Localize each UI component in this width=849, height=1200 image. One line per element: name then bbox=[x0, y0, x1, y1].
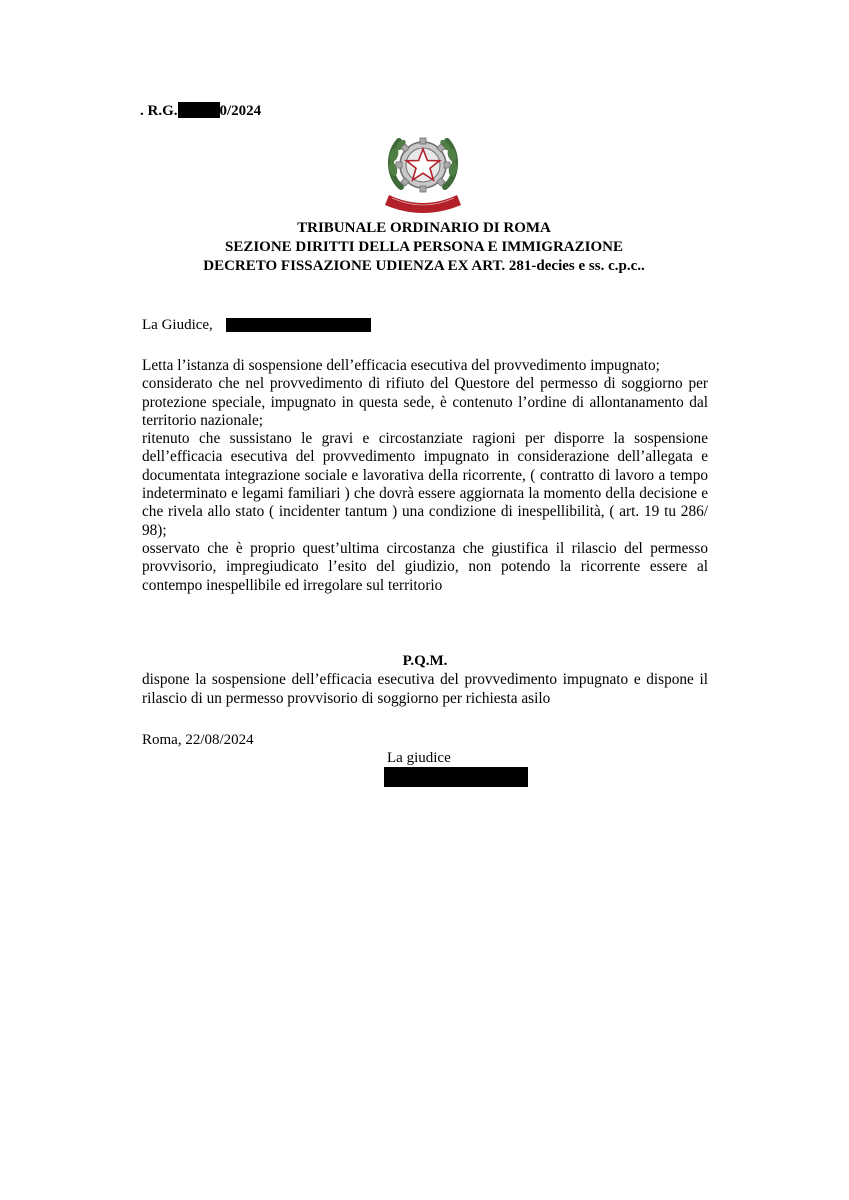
operative-part bbox=[142, 671, 708, 708]
redaction-signature bbox=[384, 767, 528, 787]
operative-text: dispone la sospensione dell’efficacia esecutiva del provvedimento impugnato e dispone il rilascio di un permesso provvisorio di soggiorno per richiesta asilo bbox=[142, 671, 708, 707]
paragraph-ritenuto: ritenuto che sussistano le gravi e circostanziate ragioni per disporre la sospensione dell’efficacia esecutiva del provvedimento impugnato in considerazione dell’allegata e documentata integrazione sociale e lavorativa della ricorrente, ( contratto di lavoro a tempo indeterminato e legami familiari ) che dovrà essere aggiornata la momento della decisione e che rivela allo stato ( incidenter tantum ) una condizione di inespellibilità, ( art. 19 tu 286/ 98); bbox=[142, 430, 708, 539]
court-name: TRIBUNALE ORDINARIO DI ROMA bbox=[297, 220, 551, 236]
case-number-prefix: . R.G. bbox=[140, 103, 178, 119]
pqm-heading: P.Q.M. bbox=[402, 653, 448, 669]
paragraph-osservato: osservato che è proprio quest’ultima circostanza che giustifica il rilascio del permesso provvisorio, impregiudicato l’esito del giudizio, non potendo la ricorrente essere al contempo inespellibile ed irregolare sul territorio bbox=[142, 539, 708, 594]
decree-body bbox=[142, 357, 708, 595]
paragraph-considerato: considerato che nel provvedimento di rifiuto del Questore del permesso di soggiorno per protezione speciale, impugnato in questa sede, è contenuto l’ordine di allontanamento dal territorio nazionale; bbox=[142, 375, 708, 429]
place-date: Roma, 22/08/2024 bbox=[142, 732, 254, 748]
italian-republic-emblem-icon bbox=[381, 125, 465, 213]
decree-title: DECRETO FISSAZIONE UDIENZA EX ART. 281-decies e ss. c.p.c.. bbox=[203, 258, 645, 274]
document-header bbox=[120, 219, 728, 276]
case-number-suffix: 0/2024 bbox=[219, 103, 262, 119]
case-number bbox=[140, 102, 261, 120]
court-section: SEZIONE DIRITTI DELLA PERSONA E IMMIGRAZIONE bbox=[224, 239, 623, 255]
redaction-case-number bbox=[178, 102, 220, 118]
judge-label: La Giudice, bbox=[142, 317, 213, 333]
signature-label: La giudice bbox=[387, 750, 451, 766]
paragraph-letta: Letta l’istanza di sospensione dell’efficacia esecutiva del provvedimento impugnato; bbox=[142, 357, 660, 374]
redaction-judge-name bbox=[226, 318, 371, 332]
